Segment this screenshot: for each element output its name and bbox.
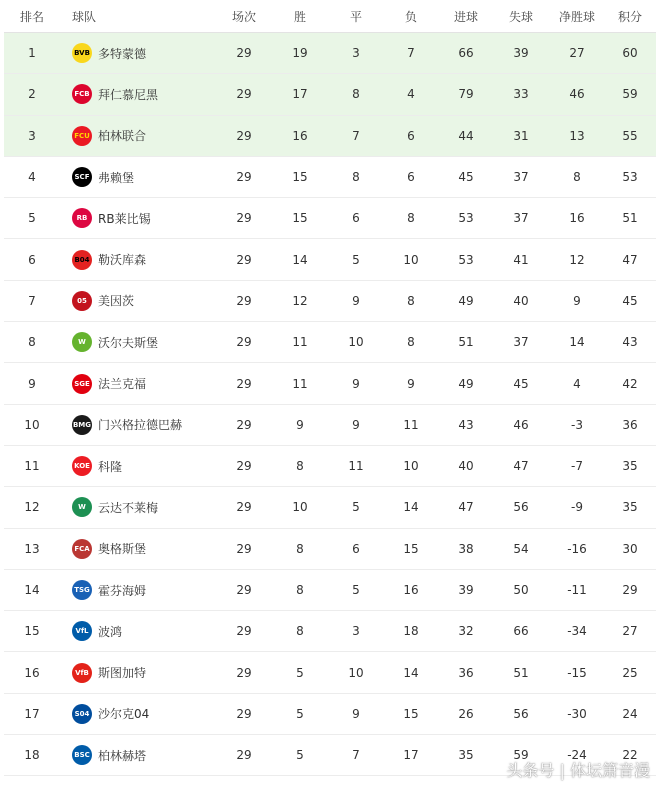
drawn-cell: 5 bbox=[352, 500, 360, 515]
points-cell: 53 bbox=[622, 170, 638, 185]
lost-cell: 14 bbox=[403, 500, 419, 515]
team-name[interactable]: 云达不莱梅 bbox=[98, 500, 159, 515]
rank-cell: 16 bbox=[24, 665, 40, 680]
points-cell: 60 bbox=[622, 46, 638, 61]
goals-against-cell: 66 bbox=[513, 624, 529, 639]
lost-cell: 11 bbox=[403, 417, 419, 432]
won-cell: 16 bbox=[292, 128, 308, 143]
goals-for-cell: 51 bbox=[458, 335, 474, 350]
points-cell: 27 bbox=[622, 624, 638, 639]
header-goals-against: 失球 bbox=[508, 9, 533, 24]
team-cell[interactable] bbox=[60, 704, 208, 724]
team-name[interactable]: 勒沃库森 bbox=[98, 253, 147, 268]
header-goals-for: 进球 bbox=[453, 9, 478, 24]
points-cell: 29 bbox=[622, 583, 638, 597]
goals-for-cell: 79 bbox=[458, 87, 474, 102]
table-row bbox=[4, 446, 656, 487]
points-cell: 42 bbox=[622, 376, 638, 391]
team-cell[interactable] bbox=[60, 497, 208, 517]
goals-for-cell: 36 bbox=[458, 665, 474, 680]
points-cell: 35 bbox=[622, 500, 638, 515]
team-name[interactable]: 沙尔克04 bbox=[98, 707, 150, 722]
rank-cell: 4 bbox=[28, 170, 36, 185]
table-row bbox=[4, 652, 656, 693]
augsburg-crest-icon: FCA bbox=[72, 539, 92, 559]
won-cell: 11 bbox=[292, 376, 308, 391]
union-berlin-crest-icon: FCU bbox=[72, 126, 92, 146]
lost-cell: 8 bbox=[407, 293, 415, 308]
goal-diff-cell: 9 bbox=[573, 293, 581, 308]
won-cell: 12 bbox=[292, 293, 308, 308]
goals-for-cell: 39 bbox=[458, 583, 474, 597]
frankfurt-crest-icon: SGE bbox=[72, 374, 92, 394]
lost-cell: 10 bbox=[403, 459, 419, 474]
team-cell[interactable] bbox=[60, 43, 208, 63]
rank-cell: 15 bbox=[24, 624, 40, 639]
goal-diff-cell: -11 bbox=[567, 583, 587, 597]
table-row bbox=[4, 694, 656, 735]
header-won: 胜 bbox=[293, 9, 306, 24]
rank-cell: 8 bbox=[28, 335, 36, 350]
drawn-cell: 6 bbox=[352, 211, 360, 226]
goal-diff-cell: -34 bbox=[567, 624, 587, 639]
played-cell: 29 bbox=[236, 541, 252, 556]
rank-cell: 6 bbox=[28, 252, 36, 267]
lost-cell: 6 bbox=[407, 170, 415, 185]
header-played: 场次 bbox=[231, 9, 256, 24]
drawn-cell: 5 bbox=[352, 252, 360, 267]
wolfsburg-crest-icon: W bbox=[72, 332, 92, 352]
played-cell: 29 bbox=[236, 583, 252, 597]
team-name[interactable]: 沃尔夫斯堡 bbox=[98, 335, 159, 350]
rank-cell: 9 bbox=[28, 376, 36, 391]
leipzig-crest-icon: RB bbox=[72, 208, 92, 228]
goals-against-cell: 54 bbox=[513, 541, 529, 556]
drawn-cell: 9 bbox=[352, 706, 360, 721]
played-cell: 29 bbox=[236, 500, 252, 515]
rank-cell: 11 bbox=[24, 459, 40, 474]
header-goal-diff: 净胜球 bbox=[558, 9, 595, 24]
played-cell: 29 bbox=[236, 459, 252, 474]
points-cell: 47 bbox=[622, 252, 638, 267]
goal-diff-cell: 12 bbox=[569, 252, 585, 267]
table-row bbox=[4, 33, 656, 74]
goal-diff-cell: -24 bbox=[567, 748, 587, 763]
table-header-row bbox=[4, 0, 656, 33]
team-name[interactable]: 波鸿 bbox=[98, 624, 123, 639]
bochum-crest-icon: VfL bbox=[72, 621, 92, 641]
header-points: 积分 bbox=[617, 9, 642, 24]
rank-cell: 5 bbox=[28, 211, 36, 226]
team-cell[interactable] bbox=[60, 84, 208, 104]
lost-cell: 17 bbox=[403, 748, 419, 763]
goals-for-cell: 47 bbox=[458, 500, 474, 515]
goals-against-cell: 45 bbox=[513, 376, 529, 391]
lost-cell: 9 bbox=[407, 376, 415, 391]
lost-cell: 18 bbox=[403, 624, 419, 639]
rank-cell: 17 bbox=[24, 706, 40, 721]
played-cell: 29 bbox=[236, 252, 252, 267]
won-cell: 5 bbox=[296, 665, 304, 680]
goals-for-cell: 53 bbox=[458, 252, 474, 267]
team-name[interactable]: 霍芬海姆 bbox=[98, 583, 147, 598]
played-cell: 29 bbox=[236, 87, 252, 102]
rank-cell: 2 bbox=[28, 87, 36, 102]
goal-diff-cell: 14 bbox=[569, 335, 585, 350]
lost-cell: 15 bbox=[403, 541, 419, 556]
team-cell[interactable] bbox=[60, 332, 208, 352]
bremen-crest-icon: W bbox=[72, 497, 92, 517]
rank-cell: 3 bbox=[28, 128, 36, 143]
drawn-cell: 6 bbox=[352, 541, 360, 556]
drawn-cell: 9 bbox=[352, 293, 360, 308]
goals-for-cell: 45 bbox=[458, 170, 474, 185]
schalke-crest-icon: S04 bbox=[72, 704, 92, 724]
points-cell: 24 bbox=[622, 706, 638, 721]
won-cell: 5 bbox=[296, 748, 304, 763]
hertha-crest-icon: BSC bbox=[72, 745, 92, 765]
team-cell[interactable] bbox=[60, 415, 208, 435]
team-name[interactable]: 门兴格拉德巴赫 bbox=[98, 418, 183, 433]
goals-against-cell: 56 bbox=[513, 500, 529, 515]
koln-crest-icon: KOE bbox=[72, 456, 92, 476]
points-cell: 55 bbox=[622, 128, 638, 143]
goals-against-cell: 41 bbox=[513, 252, 529, 267]
played-cell: 29 bbox=[236, 706, 252, 721]
header-rank: 排名 bbox=[19, 9, 44, 24]
stuttgart-crest-icon: VfB bbox=[72, 663, 92, 683]
lost-cell: 10 bbox=[403, 252, 419, 267]
goals-for-cell: 49 bbox=[458, 376, 474, 391]
freiburg-crest-icon: SCF bbox=[72, 167, 92, 187]
table-row bbox=[4, 405, 656, 446]
points-cell: 30 bbox=[622, 541, 638, 556]
goals-for-cell: 66 bbox=[458, 46, 474, 61]
won-cell: 5 bbox=[296, 706, 304, 721]
won-cell: 15 bbox=[292, 170, 308, 185]
won-cell: 8 bbox=[296, 541, 304, 556]
table-row bbox=[4, 363, 656, 404]
goals-against-cell: 50 bbox=[513, 583, 529, 597]
dortmund-crest-icon: BVB bbox=[72, 43, 92, 63]
drawn-cell: 3 bbox=[352, 624, 360, 639]
rank-cell: 10 bbox=[24, 417, 40, 432]
goals-against-cell: 46 bbox=[513, 417, 529, 432]
lost-cell: 6 bbox=[407, 128, 415, 143]
goals-against-cell: 59 bbox=[513, 748, 529, 763]
goal-diff-cell: -3 bbox=[571, 417, 583, 432]
drawn-cell: 9 bbox=[352, 376, 360, 391]
goal-diff-cell: 4 bbox=[573, 376, 581, 391]
goals-against-cell: 56 bbox=[513, 706, 529, 721]
team-cell[interactable] bbox=[60, 621, 208, 641]
goals-against-cell: 39 bbox=[513, 46, 529, 61]
goals-against-cell: 33 bbox=[513, 87, 529, 102]
goals-against-cell: 31 bbox=[513, 128, 529, 143]
team-name[interactable]: 美因茨 bbox=[98, 294, 135, 309]
goals-for-cell: 40 bbox=[458, 459, 474, 474]
table-row bbox=[4, 198, 656, 239]
won-cell: 8 bbox=[296, 624, 304, 639]
table-row bbox=[4, 239, 656, 280]
rank-cell: 14 bbox=[24, 583, 40, 597]
won-cell: 8 bbox=[296, 583, 304, 597]
table-row bbox=[4, 529, 656, 570]
played-cell: 29 bbox=[236, 170, 252, 185]
team-name[interactable]: 法兰克福 bbox=[98, 377, 147, 392]
points-cell: 22 bbox=[622, 748, 638, 763]
rank-cell: 18 bbox=[24, 748, 40, 763]
points-cell: 25 bbox=[622, 665, 638, 680]
lost-cell: 16 bbox=[403, 583, 419, 597]
rank-cell: 13 bbox=[24, 541, 40, 556]
drawn-cell: 9 bbox=[352, 417, 360, 432]
table-row bbox=[4, 116, 656, 157]
played-cell: 29 bbox=[236, 46, 252, 61]
drawn-cell: 8 bbox=[352, 170, 360, 185]
played-cell: 29 bbox=[236, 335, 252, 350]
lost-cell: 7 bbox=[407, 46, 415, 61]
goal-diff-cell: -9 bbox=[571, 500, 583, 515]
points-cell: 43 bbox=[622, 335, 638, 350]
mainz-crest-icon: 05 bbox=[72, 291, 92, 311]
goals-for-cell: 43 bbox=[458, 417, 474, 432]
table-row bbox=[4, 157, 656, 198]
team-name[interactable]: 多特蒙德 bbox=[98, 46, 147, 61]
team-cell[interactable] bbox=[60, 167, 208, 187]
played-cell: 29 bbox=[236, 624, 252, 639]
team-cell[interactable] bbox=[60, 539, 208, 559]
drawn-cell: 7 bbox=[352, 748, 360, 763]
goals-for-cell: 53 bbox=[458, 211, 474, 226]
won-cell: 17 bbox=[292, 87, 308, 102]
played-cell: 29 bbox=[236, 128, 252, 143]
goals-against-cell: 40 bbox=[513, 293, 529, 308]
played-cell: 29 bbox=[236, 665, 252, 680]
team-cell[interactable] bbox=[60, 374, 208, 394]
table-row bbox=[4, 281, 656, 322]
goals-against-cell: 37 bbox=[513, 211, 529, 226]
goal-diff-cell: -16 bbox=[567, 541, 587, 556]
drawn-cell: 7 bbox=[352, 128, 360, 143]
goal-diff-cell: -7 bbox=[571, 459, 583, 474]
won-cell: 15 bbox=[292, 211, 308, 226]
goal-diff-cell: 27 bbox=[569, 46, 585, 61]
goals-against-cell: 37 bbox=[513, 170, 529, 185]
won-cell: 11 bbox=[292, 335, 308, 350]
hoffenheim-crest-icon: TSG bbox=[72, 580, 92, 600]
table-row bbox=[4, 570, 656, 611]
rank-cell: 12 bbox=[24, 500, 40, 515]
goals-for-cell: 26 bbox=[458, 706, 474, 721]
leverkusen-crest-icon: B04 bbox=[72, 250, 92, 270]
table-body bbox=[4, 33, 656, 776]
bayern-crest-icon: FCB bbox=[72, 84, 92, 104]
header-drawn: 平 bbox=[349, 9, 362, 24]
goals-against-cell: 37 bbox=[513, 335, 529, 350]
lost-cell: 15 bbox=[403, 706, 419, 721]
lost-cell: 8 bbox=[407, 211, 415, 226]
team-name[interactable]: RB莱比锡 bbox=[98, 211, 151, 226]
played-cell: 29 bbox=[236, 748, 252, 763]
won-cell: 19 bbox=[292, 46, 308, 61]
team-cell[interactable] bbox=[60, 745, 208, 765]
goal-diff-cell: -30 bbox=[567, 706, 587, 721]
lost-cell: 4 bbox=[407, 87, 415, 102]
played-cell: 29 bbox=[236, 293, 252, 308]
drawn-cell: 3 bbox=[352, 46, 360, 61]
played-cell: 29 bbox=[236, 211, 252, 226]
goals-for-cell: 49 bbox=[458, 293, 474, 308]
points-cell: 59 bbox=[622, 87, 638, 102]
rank-cell: 1 bbox=[28, 46, 36, 61]
won-cell: 14 bbox=[292, 252, 308, 267]
team-cell[interactable] bbox=[60, 663, 208, 683]
points-cell: 51 bbox=[622, 211, 638, 226]
goals-for-cell: 44 bbox=[458, 128, 474, 143]
header-team: 球队 bbox=[72, 9, 97, 24]
table-row bbox=[4, 487, 656, 528]
goals-for-cell: 35 bbox=[458, 748, 474, 763]
team-name[interactable]: 柏林联合 bbox=[98, 129, 147, 144]
goal-diff-cell: -15 bbox=[567, 665, 587, 680]
team-cell[interactable] bbox=[60, 291, 208, 311]
drawn-cell: 11 bbox=[348, 459, 364, 474]
team-cell[interactable] bbox=[60, 208, 208, 228]
points-cell: 45 bbox=[622, 293, 638, 308]
header-lost: 负 bbox=[404, 9, 417, 24]
lost-cell: 14 bbox=[403, 665, 419, 680]
played-cell: 29 bbox=[236, 417, 252, 432]
goal-diff-cell: 16 bbox=[569, 211, 585, 226]
team-name[interactable]: 奥格斯堡 bbox=[98, 542, 147, 557]
goals-for-cell: 38 bbox=[458, 541, 474, 556]
goals-against-cell: 51 bbox=[513, 665, 529, 680]
team-cell[interactable] bbox=[60, 580, 208, 600]
standings-table bbox=[4, 0, 656, 776]
team-name[interactable]: 科隆 bbox=[98, 459, 123, 474]
team-name[interactable]: 柏林赫塔 bbox=[98, 748, 147, 763]
goal-diff-cell: 8 bbox=[573, 170, 581, 185]
team-cell[interactable] bbox=[60, 250, 208, 270]
table-row bbox=[4, 322, 656, 363]
drawn-cell: 8 bbox=[352, 87, 360, 102]
drawn-cell: 5 bbox=[352, 583, 360, 597]
goal-diff-cell: 13 bbox=[569, 128, 585, 143]
goals-for-cell: 32 bbox=[458, 624, 474, 639]
won-cell: 8 bbox=[296, 459, 304, 474]
played-cell: 29 bbox=[236, 376, 252, 391]
gladbach-crest-icon: BMG bbox=[72, 415, 92, 435]
watermark: 头条号 | 体坛箫音漫 bbox=[506, 761, 650, 780]
table-row bbox=[4, 74, 656, 115]
drawn-cell: 10 bbox=[348, 335, 364, 350]
points-cell: 35 bbox=[622, 459, 638, 474]
goal-diff-cell: 46 bbox=[569, 87, 585, 102]
rank-cell: 7 bbox=[28, 293, 36, 308]
won-cell: 9 bbox=[296, 417, 304, 432]
points-cell: 36 bbox=[622, 417, 638, 432]
won-cell: 10 bbox=[292, 500, 308, 515]
lost-cell: 8 bbox=[407, 335, 415, 350]
team-name[interactable]: 弗赖堡 bbox=[98, 170, 135, 185]
goals-against-cell: 47 bbox=[513, 459, 529, 474]
team-cell[interactable] bbox=[60, 126, 208, 146]
team-cell[interactable] bbox=[60, 456, 208, 476]
team-name[interactable]: 拜仁慕尼黑 bbox=[98, 87, 159, 102]
drawn-cell: 10 bbox=[348, 665, 364, 680]
team-name[interactable]: 斯图加特 bbox=[98, 666, 147, 681]
table-row bbox=[4, 611, 656, 652]
